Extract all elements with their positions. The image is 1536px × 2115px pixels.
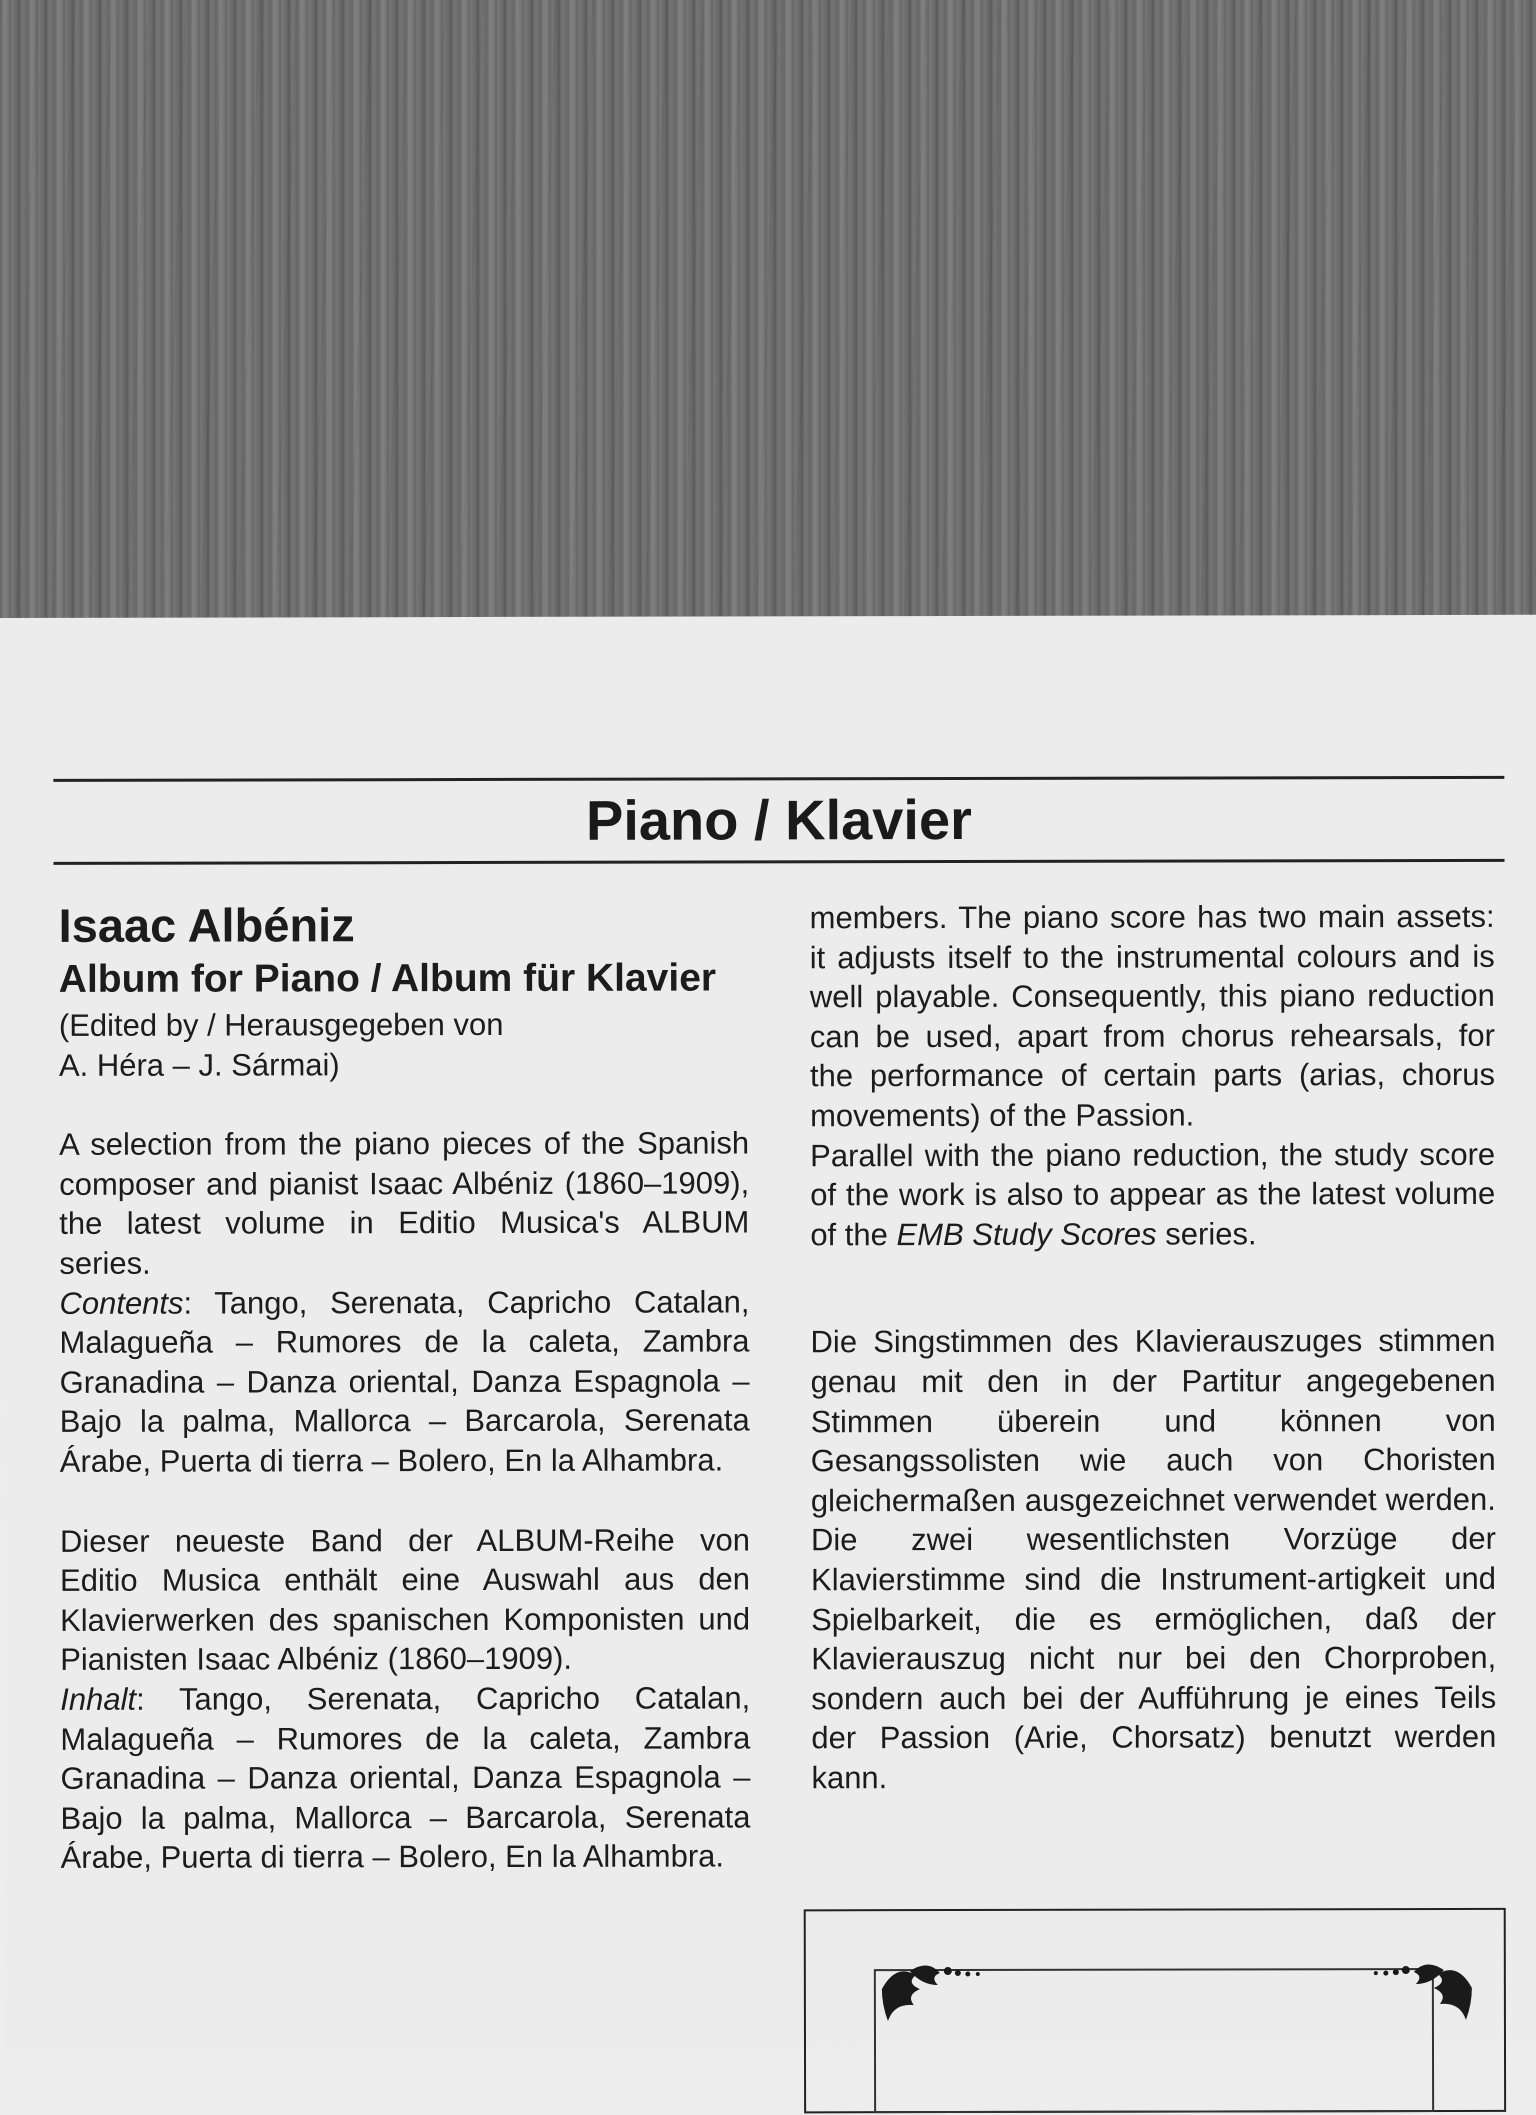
german-text: Die Singstimmen des Klavierauszuges stimmen genau mit den in der Partitur angegebenen Stimmen überein und können von Gesangssolisten wie auch von Choristen gleichermaßen ausgezeichnet verwendet werden. Die zwei wesentlichsten Vorzüge der Klavierstimme sind die Instrument-artigkeit und Spielbarkeit, die es ermöglichen, daß der Klavierauszug nicht nur bei den Chorproben, sondern auch bei der Aufführung je eines Teils der Passion (Arie, Chorsatz) benutzt werden kann. (810, 1323, 1497, 1796)
section-title: Piano / Klavier (585, 787, 972, 852)
editors-line-2: A. Héra – J. Sármai) (58, 1046, 340, 1083)
right-column (810, 897, 1497, 1798)
title-rule-bottom (54, 859, 1505, 865)
english-intro: A selection from the piano pieces of the Spanish composer and pianist Isaac Albéniz (1860–1909), the latest volume in Editio Musica's ALBUM series. (59, 1125, 750, 1281)
series-name: EMB Study Scores (896, 1216, 1157, 1252)
german-intro: Dieser neueste Band der ALBUM-Reihe von Editio Musica enthält eine Auswahl aus den Klavierwerken des spanischen Komponisten und Pianisten Isaac Albéniz (1860–1909). (59, 1521, 751, 1678)
work-title: Album for Piano / Album für Klavier (58, 956, 717, 1001)
left-column (59, 896, 751, 1877)
wood-background (0, 0, 1536, 625)
english-contents (59, 1282, 749, 1481)
german-contents (60, 1678, 750, 1877)
study-score-note: Parallel with the piano reduction, the study score of the work is also to appear as the latest volume of the EMB Study Scores series. (810, 1136, 1496, 1253)
inhalt-label: Inhalt (60, 1681, 137, 1717)
english-contents-list: : Tango, Serenata, Capricho Catalan, Malagueña – Rumores de la caleta, Zambra Granadina – Danza oriental, Danza Espagnola – Bajo la palma, Mallorca – Barcarola, Serenata Árabe, Puerta di tierra – Bolero, En la Alhambra. (59, 1283, 750, 1479)
holly-ornament-icon (1368, 1958, 1478, 2038)
catalog-page (0, 615, 1536, 2048)
editors-line-1: (Edited by / Herausgegeben von (58, 1006, 504, 1043)
holly-ornament-icon (876, 1959, 986, 2039)
advertisement-frame (804, 1908, 1506, 2113)
german-contents-list: : Tango, Serenata, Capricho Catalan, Malagueña – Rumores de la caleta, Zambra Granadina – Danza oriental, Danza Espagnola – Bajo la palma, Mallorca – Barcarola, Serenata Árabe, Puerta di tierra – Bolero, En la Alhambra. (60, 1680, 751, 1876)
composer-name: Isaac Albéniz (58, 898, 355, 952)
contents-label: Contents (59, 1285, 184, 1321)
english-text-continued: members. The piano score has two main assets: it adjusts itself to the instrumental colours and is well playable. Consequently, this piano reduction can be used, apart from chorus rehearsals, for the performance of certain parts (arias, chorus movements) of the Passion. (809, 898, 1495, 1134)
